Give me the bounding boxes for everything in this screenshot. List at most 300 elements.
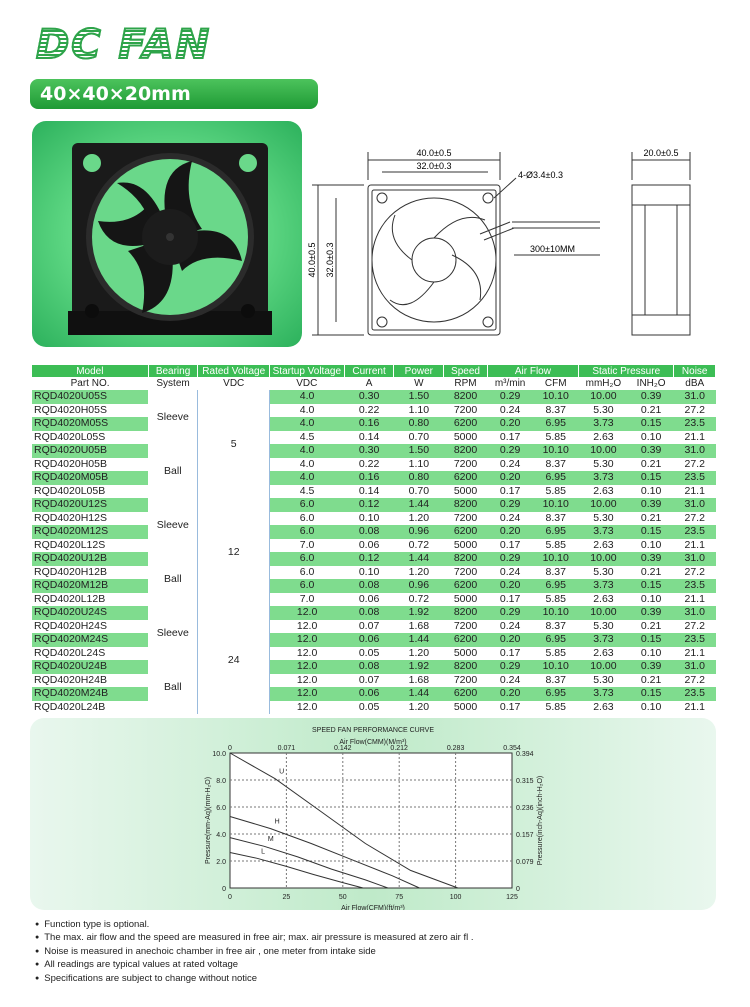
startup-voltage-cell: 4.0: [299, 457, 315, 470]
note-item: ● All readings are typical values at rated voltage: [35, 958, 474, 971]
speed-cell: 7200: [453, 673, 478, 686]
note-item: ● Specifications are subject to change without notice: [35, 972, 474, 985]
logo-dc-fan: DC FAN: [36, 22, 212, 68]
cmm-cell: 0.24: [499, 619, 521, 632]
series-label: M: [267, 836, 274, 844]
current-cell: 0.22: [358, 403, 380, 416]
cmm-cell: 0.17: [499, 538, 521, 551]
part-number-cell: RQD4020M24S: [32, 633, 148, 647]
cfm-cell: 10.10: [533, 444, 579, 458]
cmm-cell: 0.29: [487, 552, 533, 566]
power-cell: 0.96: [394, 579, 444, 593]
bearing-cell: Ball: [148, 552, 198, 606]
dim-height-span: 32.0±0.3: [325, 242, 335, 278]
inh2o-cell: 0.15: [628, 471, 674, 485]
performance-chart: [30, 718, 716, 910]
part-number-cell: RQD4020M12B: [32, 579, 148, 593]
current-cell: 0.06: [358, 592, 380, 605]
chart-title: SPEED FAN PERFORMANCE CURVE: [311, 727, 435, 734]
y-tick-label: 0: [222, 886, 226, 893]
current-cell: 0.07: [358, 619, 380, 632]
unit-part-no: Part NO.: [32, 377, 148, 390]
table-row: [32, 566, 716, 580]
noise-cell: 21.1: [684, 538, 705, 551]
cfm-cell: 8.37: [545, 403, 566, 416]
inh2o-cell: 0.10: [640, 646, 662, 659]
table-row: [32, 498, 716, 512]
startup-voltage-cell: 4.0: [299, 403, 315, 416]
part-number-cell: RQD4020U24B: [32, 660, 148, 674]
cmm-cell: 0.29: [487, 390, 533, 404]
table-row: [32, 390, 716, 404]
startup-voltage-cell: 12.0: [270, 606, 345, 620]
th-model: Model: [32, 365, 148, 377]
power-cell: 1.10: [408, 403, 430, 416]
startup-voltage-cell: 12.0: [296, 700, 318, 713]
noise-cell: 21.1: [684, 646, 705, 659]
y-tick-label: 4.0: [216, 832, 226, 839]
cmm-cell: 0.20: [487, 417, 533, 431]
table-row: [32, 701, 716, 715]
inh2o-cell: 0.15: [628, 687, 674, 701]
mmh2o-cell: 2.63: [593, 700, 614, 713]
current-cell: 0.14: [358, 430, 380, 443]
startup-voltage-cell: 6.0: [270, 552, 345, 566]
cmm-cell: 0.29: [487, 498, 533, 512]
cfm-cell: 5.85: [545, 430, 566, 443]
mmh2o-cell: 3.73: [579, 417, 629, 431]
cmm-cell: 0.17: [499, 700, 521, 713]
startup-voltage-cell: 4.5: [299, 430, 315, 443]
part-number-cell: RQD4020L05S: [34, 430, 106, 443]
inh2o-cell: 0.21: [640, 673, 662, 686]
current-cell: 0.30: [344, 444, 394, 458]
unit-cfm: CFM: [533, 377, 579, 390]
power-cell: 1.68: [408, 619, 430, 632]
noise-cell: 31.0: [674, 498, 716, 512]
table-row: [32, 431, 716, 445]
noise-cell: 27.2: [684, 619, 705, 632]
table-row: [32, 485, 716, 499]
table-row: [32, 512, 716, 526]
part-number-cell: RQD4020H24S: [34, 619, 107, 632]
cfm-cell: 8.37: [545, 565, 566, 578]
y-right-tick-label: 0.157: [516, 832, 534, 839]
power-cell: 1.20: [408, 646, 430, 659]
current-cell: 0.06: [358, 538, 380, 551]
current-cell: 0.07: [358, 673, 380, 686]
mmh2o-cell: 10.00: [579, 606, 629, 620]
part-number-cell: RQD4020H12B: [34, 565, 107, 578]
cmm-cell: 0.17: [499, 484, 521, 497]
dim-wire: 300±10MM: [530, 244, 575, 254]
cfm-cell: 10.10: [533, 660, 579, 674]
power-cell: 1.92: [394, 660, 444, 674]
cmm-cell: 0.20: [487, 471, 533, 485]
cfm-cell: 10.10: [533, 390, 579, 404]
cfm-cell: 8.37: [545, 673, 566, 686]
inh2o-cell: 0.10: [640, 484, 662, 497]
speed-cell: 6200: [444, 471, 488, 485]
part-number-cell: RQD4020L12B: [34, 592, 106, 605]
inh2o-cell: 0.10: [640, 538, 662, 551]
part-number-cell: RQD4020H12S: [34, 511, 107, 524]
noise-cell: 27.2: [684, 403, 705, 416]
power-cell: 1.20: [408, 511, 430, 524]
series-label: U: [279, 768, 285, 776]
bearing-cell: Sleeve: [148, 606, 198, 660]
noise-cell: 27.2: [684, 565, 705, 578]
cfm-cell: 6.95: [533, 417, 579, 431]
current-cell: 0.06: [344, 633, 394, 647]
table-row: [32, 647, 716, 661]
current-cell: 0.14: [358, 484, 380, 497]
cfm-cell: 5.85: [545, 646, 566, 659]
inh2o-cell: 0.10: [640, 592, 662, 605]
inh2o-cell: 0.39: [628, 390, 674, 404]
inh2o-cell: 0.21: [640, 565, 662, 578]
x-tick-label: 50: [338, 894, 347, 901]
mmh2o-cell: 2.63: [593, 646, 614, 659]
cmm-cell: 0.24: [499, 511, 521, 524]
table-row: [32, 674, 716, 688]
startup-voltage-cell: 7.0: [299, 592, 315, 605]
power-cell: 0.72: [408, 592, 430, 605]
mmh2o-cell: 5.30: [593, 619, 614, 632]
power-cell: 1.50: [394, 444, 444, 458]
power-cell: 1.44: [394, 633, 444, 647]
mmh2o-cell: 5.30: [593, 511, 614, 524]
y-right-axis-label: Pressure(inch-Aq)(inch-H₂O): [537, 775, 544, 866]
rated-voltage-cell: 12: [198, 498, 270, 606]
inh2o-cell: 0.15: [628, 525, 674, 539]
noise-cell: 31.0: [674, 390, 716, 404]
speed-cell: 5000: [453, 700, 478, 713]
notes-list: [35, 918, 474, 985]
cfm-cell: 10.10: [533, 606, 579, 620]
unit-inh2o: INH₂O: [628, 377, 674, 390]
table-row: [32, 660, 716, 674]
current-cell: 0.22: [358, 457, 380, 470]
cmm-cell: 0.29: [487, 444, 533, 458]
noise-cell: 21.1: [684, 484, 705, 497]
table-row: [32, 417, 716, 431]
table-row: [32, 444, 716, 458]
x-tick-label: 75: [395, 894, 404, 901]
mmh2o-cell: 2.63: [593, 592, 614, 605]
table-row: [32, 552, 716, 566]
speed-cell: 5000: [453, 592, 478, 605]
dim-depth: 20.0±0.5: [643, 148, 679, 158]
noise-cell: 23.5: [674, 471, 716, 485]
inh2o-cell: 0.39: [628, 606, 674, 620]
unit-watt: W: [394, 377, 444, 390]
startup-voltage-cell: 6.0: [270, 498, 345, 512]
note-item: ● Noise is measured in anechoic chamber in free air , one meter from intake side: [35, 945, 474, 958]
mmh2o-cell: 5.30: [593, 565, 614, 578]
spec-table: [32, 365, 716, 714]
power-cell: 1.50: [394, 390, 444, 404]
part-number-cell: RQD4020U24S: [32, 606, 148, 620]
current-cell: 0.08: [344, 606, 394, 620]
mmh2o-cell: 5.30: [593, 673, 614, 686]
speed-cell: 8200: [444, 660, 488, 674]
speed-cell: 7200: [453, 619, 478, 632]
speed-cell: 7200: [453, 457, 478, 470]
current-cell: 0.12: [344, 498, 394, 512]
cfm-cell: 5.85: [545, 700, 566, 713]
part-number-cell: RQD4020H05S: [34, 403, 107, 416]
speed-cell: 8200: [444, 444, 488, 458]
startup-voltage-cell: 12.0: [270, 687, 345, 701]
noise-cell: 23.5: [674, 633, 716, 647]
power-cell: 1.10: [408, 457, 430, 470]
inh2o-cell: 0.39: [628, 552, 674, 566]
unit-cmm: m³/min: [487, 377, 533, 390]
inh2o-cell: 0.21: [640, 511, 662, 524]
cfm-cell: 5.85: [545, 538, 566, 551]
current-cell: 0.06: [344, 687, 394, 701]
y-tick-label: 2.0: [216, 859, 226, 866]
power-cell: 0.80: [394, 471, 444, 485]
y-right-tick-label: 0.236: [516, 805, 534, 812]
top-tick-label: 0: [228, 745, 232, 752]
fan-photo: [32, 121, 302, 347]
cmm-cell: 0.24: [499, 565, 521, 578]
current-cell: 0.08: [344, 660, 394, 674]
top-tick-label: 0.142: [334, 745, 352, 752]
cfm-cell: 5.85: [545, 484, 566, 497]
part-number-cell: RQD4020U12S: [32, 498, 148, 512]
speed-cell: 6200: [444, 525, 488, 539]
top-tick-label: 0.212: [390, 745, 408, 752]
y-right-tick-label: 0.315: [516, 778, 534, 785]
th-power: Power: [394, 365, 444, 377]
bearing-cell: Ball: [148, 660, 198, 714]
cfm-cell: 6.95: [533, 633, 579, 647]
cfm-cell: 6.95: [533, 687, 579, 701]
part-number-cell: RQD4020L12S: [34, 538, 106, 551]
table-row: [32, 687, 716, 701]
current-cell: 0.12: [344, 552, 394, 566]
unit-mmh2o: mmH₂O: [579, 377, 629, 390]
part-number-cell: RQD4020L24S: [34, 646, 106, 659]
power-cell: 1.92: [394, 606, 444, 620]
noise-cell: 21.1: [684, 700, 705, 713]
startup-voltage-cell: 4.0: [270, 390, 345, 404]
mmh2o-cell: 2.63: [593, 430, 614, 443]
speed-cell: 8200: [444, 498, 488, 512]
x-tick-label: 25: [282, 894, 291, 901]
speed-cell: 6200: [444, 687, 488, 701]
mmh2o-cell: 10.00: [579, 552, 629, 566]
startup-voltage-cell: 4.0: [270, 417, 345, 431]
mmh2o-cell: 5.30: [593, 403, 614, 416]
mmh2o-cell: 2.63: [593, 484, 614, 497]
y-right-tick-label: 0: [516, 886, 520, 893]
startup-voltage-cell: 12.0: [270, 633, 345, 647]
dim-holes: 4-Ø3.4±0.3: [518, 170, 563, 180]
size-banner: 40×40×20mm: [30, 79, 318, 109]
cfm-cell: 6.95: [533, 525, 579, 539]
speed-cell: 5000: [453, 430, 478, 443]
mmh2o-cell: 5.30: [593, 457, 614, 470]
rated-voltage-cell: 24: [198, 606, 270, 714]
speed-cell: 6200: [444, 417, 488, 431]
part-number-cell: RQD4020H05B: [34, 457, 107, 470]
table-row: [32, 579, 716, 593]
current-cell: 0.10: [358, 565, 380, 578]
note-item: ● Function type is optional.: [35, 918, 474, 931]
speed-cell: 7200: [453, 511, 478, 524]
table-row: [32, 633, 716, 647]
startup-voltage-cell: 12.0: [270, 660, 345, 674]
speed-cell: 5000: [453, 538, 478, 551]
noise-cell: 23.5: [674, 525, 716, 539]
th-static-pressure: Static Pressure: [579, 365, 674, 377]
part-number-cell: RQD4020M05B: [32, 471, 148, 485]
startup-voltage-cell: 4.5: [299, 484, 315, 497]
th-rated-voltage: Rated Voltage: [198, 365, 270, 377]
part-number-cell: RQD4020U05B: [32, 444, 148, 458]
mmh2o-cell: 10.00: [579, 444, 629, 458]
current-cell: 0.08: [344, 579, 394, 593]
current-cell: 0.05: [358, 646, 380, 659]
th-air-flow: Air Flow: [487, 365, 578, 377]
cfm-cell: 6.95: [533, 471, 579, 485]
inh2o-cell: 0.15: [628, 579, 674, 593]
noise-cell: 27.2: [684, 673, 705, 686]
mmh2o-cell: 3.73: [579, 525, 629, 539]
mmh2o-cell: 10.00: [579, 498, 629, 512]
unit-dba: dBA: [674, 377, 716, 390]
rated-voltage-cell: 5: [198, 390, 270, 498]
top-tick-label: 0.354: [503, 745, 521, 752]
unit-system: System: [148, 377, 198, 390]
table-row: [32, 606, 716, 620]
noise-cell: 27.2: [684, 511, 705, 524]
cmm-cell: 0.29: [487, 606, 533, 620]
table-row: [32, 593, 716, 607]
inh2o-cell: 0.21: [640, 403, 662, 416]
startup-voltage-cell: 12.0: [296, 619, 318, 632]
current-cell: 0.30: [344, 390, 394, 404]
inh2o-cell: 0.10: [640, 700, 662, 713]
unit-rpm: RPM: [444, 377, 488, 390]
table-row: [32, 458, 716, 472]
cmm-cell: 0.20: [487, 687, 533, 701]
part-number-cell: RQD4020M24B: [32, 687, 148, 701]
speed-cell: 5000: [453, 646, 478, 659]
mmh2o-cell: 3.73: [579, 579, 629, 593]
dim-width: 40.0±0.5: [416, 148, 452, 158]
table-row: [32, 471, 716, 485]
part-number-cell: RQD4020M12S: [32, 525, 148, 539]
y-tick-label: 8.0: [216, 778, 226, 785]
top-tick-label: 0.283: [446, 745, 465, 752]
y-axis-label: Pressure(mm-Aq)(mm-H₂O): [205, 776, 212, 865]
startup-voltage-cell: 4.0: [270, 471, 345, 485]
part-number-cell: RQD4020M05S: [32, 417, 148, 431]
current-cell: 0.05: [358, 700, 380, 713]
noise-cell: 23.5: [674, 417, 716, 431]
startup-voltage-cell: 7.0: [299, 538, 315, 551]
power-cell: 1.20: [408, 700, 430, 713]
inh2o-cell: 0.15: [628, 633, 674, 647]
y-tick-label: 6.0: [216, 805, 226, 812]
power-cell: 0.70: [408, 484, 430, 497]
cmm-cell: 0.17: [499, 592, 521, 605]
speed-cell: 7200: [453, 565, 478, 578]
startup-voltage-cell: 6.0: [270, 525, 345, 539]
part-number-cell: RQD4020H24B: [34, 673, 107, 686]
speed-cell: 8200: [444, 606, 488, 620]
series-label: H: [274, 818, 280, 826]
startup-voltage-cell: 6.0: [299, 565, 315, 578]
noise-cell: 31.0: [674, 660, 716, 674]
mmh2o-cell: 10.00: [579, 660, 629, 674]
noise-cell: 23.5: [674, 579, 716, 593]
current-cell: 0.08: [344, 525, 394, 539]
top-axis-label: Air Flow(CMM)(M/m³): [339, 739, 407, 746]
cfm-cell: 8.37: [545, 457, 566, 470]
y-tick-label: 10.0: [212, 751, 226, 758]
bearing-cell: Sleeve: [148, 390, 198, 444]
inh2o-cell: 0.21: [640, 619, 662, 632]
y-right-tick-label: 0.079: [516, 859, 534, 866]
part-number-cell: RQD4020L24B: [34, 700, 106, 713]
startup-voltage-cell: 6.0: [270, 579, 345, 593]
mmh2o-cell: 2.63: [593, 538, 614, 551]
inh2o-cell: 0.39: [628, 498, 674, 512]
part-number-cell: RQD4020U12B: [32, 552, 148, 566]
y-right-tick-label: 0.394: [516, 751, 534, 758]
power-cell: 1.44: [394, 498, 444, 512]
power-cell: 1.20: [408, 565, 430, 578]
speed-cell: 6200: [444, 579, 488, 593]
unit-startup-vdc: VDC: [270, 377, 345, 390]
power-cell: 0.80: [394, 417, 444, 431]
table-row: [32, 620, 716, 634]
current-cell: 0.10: [358, 511, 380, 524]
cfm-cell: 8.37: [545, 619, 566, 632]
power-cell: 0.70: [408, 430, 430, 443]
bearing-cell: Sleeve: [148, 498, 198, 552]
x-tick-label: 125: [506, 894, 518, 901]
speed-cell: 8200: [444, 552, 488, 566]
inh2o-cell: 0.39: [628, 444, 674, 458]
th-current: Current: [344, 365, 394, 377]
startup-voltage-cell: 6.0: [299, 511, 315, 524]
cmm-cell: 0.20: [487, 579, 533, 593]
inh2o-cell: 0.21: [640, 457, 662, 470]
cmm-cell: 0.24: [499, 673, 521, 686]
cmm-cell: 0.20: [487, 633, 533, 647]
cfm-cell: 10.10: [533, 552, 579, 566]
cfm-cell: 10.10: [533, 498, 579, 512]
series-label: L: [261, 848, 265, 856]
noise-cell: 27.2: [684, 457, 705, 470]
table-row: [32, 539, 716, 553]
th-startup-voltage: Startup Voltage: [270, 365, 345, 377]
fan-image: [32, 121, 302, 347]
noise-cell: 21.1: [684, 430, 705, 443]
noise-cell: 31.0: [674, 444, 716, 458]
speed-cell: 5000: [453, 484, 478, 497]
dim-hole-span: 32.0±0.3: [416, 161, 452, 171]
mmh2o-cell: 3.73: [579, 471, 629, 485]
x-tick-label: 0: [228, 894, 232, 901]
